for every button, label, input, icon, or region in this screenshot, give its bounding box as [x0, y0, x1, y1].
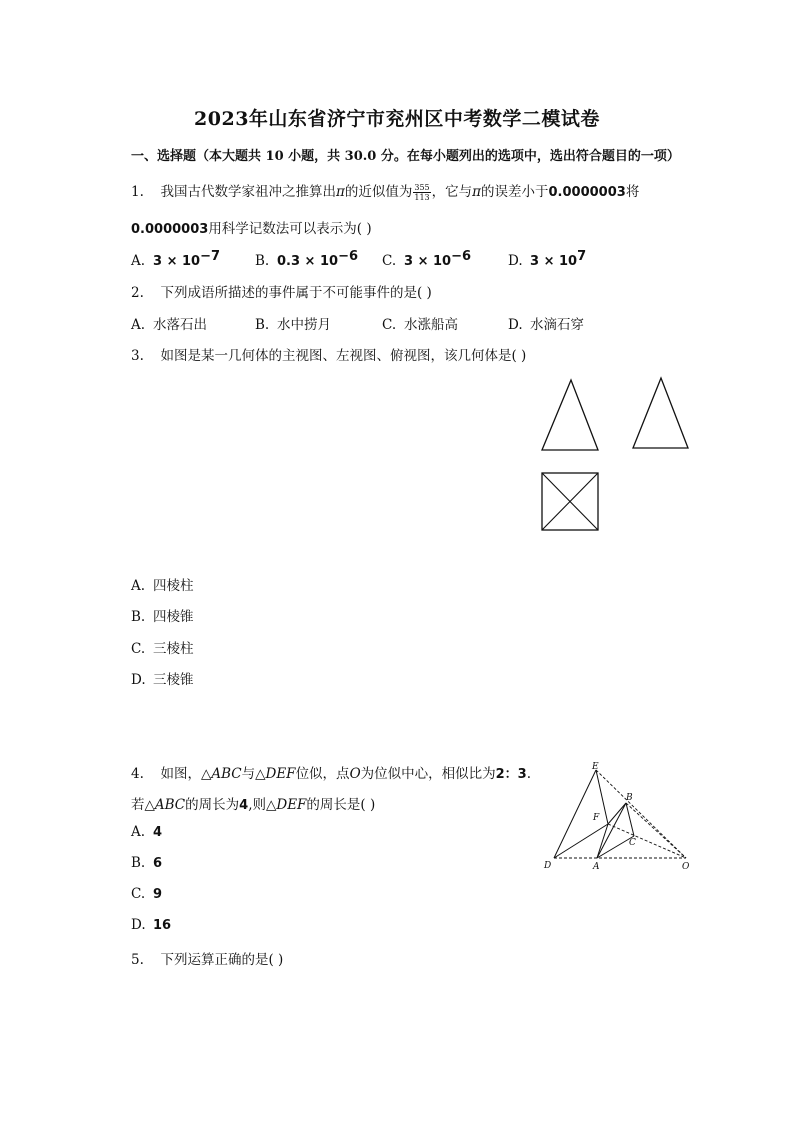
label-f: F: [593, 813, 600, 823]
label-o: O: [682, 862, 690, 872]
question-text: .: [526, 766, 532, 782]
option-label: D.: [508, 317, 523, 333]
option-b[interactable]: [255, 249, 358, 269]
option-exponent: −6: [451, 249, 472, 264]
option-d[interactable]: [131, 917, 171, 933]
option-text: 水中捞月: [277, 317, 331, 333]
option-text: 三棱柱: [153, 641, 194, 657]
option-text: 水落石出: [153, 317, 207, 333]
question-text: 若: [131, 797, 145, 813]
option-label: D.: [508, 253, 523, 269]
option-label: A.: [131, 824, 146, 840]
option-text: 四棱柱: [153, 578, 194, 594]
question-number: 4.: [131, 766, 144, 782]
option-a[interactable]: [131, 313, 207, 333]
option-label: D.: [131, 672, 146, 688]
label-e: E: [592, 762, 599, 772]
option-b[interactable]: [131, 605, 194, 625]
question-text: 我国古代数学家祖冲之推算出: [160, 184, 336, 200]
option-exponent: −7: [200, 249, 221, 264]
option-text: 9: [153, 887, 163, 902]
question-text: 将: [625, 184, 640, 200]
triangle-def: △DEF: [265, 797, 307, 813]
question-4-line-2: [131, 793, 375, 813]
segment-bc: [626, 803, 634, 836]
three-views-figure: [530, 370, 700, 540]
question-text: 的近似值为: [344, 184, 413, 200]
question-1-line-2: [131, 217, 372, 237]
option-c[interactable]: [382, 313, 458, 333]
triangle-def: △DEF: [255, 766, 296, 782]
option-label: B.: [255, 253, 270, 269]
pi-symbol: π: [335, 184, 345, 200]
option-label: C.: [382, 253, 397, 269]
question-text: 的周长为: [185, 797, 240, 813]
fraction: [413, 183, 430, 202]
fraction-denominator: 113: [414, 193, 430, 202]
label-a: A: [593, 862, 600, 872]
point-o: O: [349, 766, 361, 782]
option-value: 3 × 10: [153, 254, 201, 269]
option-label: C.: [131, 886, 146, 902]
option-d[interactable]: [508, 249, 586, 269]
question-number: 1.: [131, 184, 144, 200]
option-text: 16: [153, 918, 172, 933]
option-value: 3 × 10: [530, 254, 578, 269]
option-exponent: −6: [338, 249, 359, 264]
option-label: B.: [255, 317, 270, 333]
option-text: 水滴石穿: [530, 317, 584, 333]
question-1-line-1: [131, 180, 639, 202]
label-c: C: [629, 838, 636, 848]
page-title: 2023年山东省济宁市兖州区中考数学二模试卷: [194, 108, 600, 130]
question-text: 用科学记数法可以表示为( ): [208, 221, 372, 237]
question-text: ，它与: [431, 184, 473, 200]
label-d: D: [544, 861, 552, 871]
bold-value: 0.0000003: [131, 222, 209, 237]
question-text: 为位似中心，相似比为: [360, 766, 496, 782]
question-3: [131, 344, 526, 364]
section-heading: 一、选择题（本大题共 10 小题，共 30.0 分。在每小题列出的选项中，选出符合题目的一项）: [131, 149, 680, 164]
option-text: 水涨船高: [404, 317, 458, 333]
option-b[interactable]: [255, 313, 331, 333]
question-number: 3.: [131, 348, 144, 364]
question-text: ,则: [248, 797, 266, 813]
question-2: [131, 281, 432, 301]
question-5: [131, 948, 283, 968]
front-view-triangle: [542, 380, 598, 450]
question-text: 的周长是( ): [306, 797, 376, 813]
option-label: A.: [131, 317, 146, 333]
option-value: 3 × 10: [404, 254, 452, 269]
triangle-abc: △ABC: [144, 797, 186, 813]
perimeter-value: 4: [239, 798, 249, 813]
option-b[interactable]: [131, 855, 162, 871]
bold-value: 0.0000003: [548, 185, 626, 200]
question-number: 5.: [131, 952, 144, 968]
option-label: D.: [131, 917, 146, 933]
side-view-triangle: [633, 378, 688, 448]
option-text: 三棱锥: [153, 672, 194, 688]
question-number: 2.: [131, 285, 144, 301]
question-text: 如图是某一几何体的主视图、左视图、俯视图，该几何体是( ): [160, 348, 527, 364]
option-c[interactable]: [382, 249, 471, 269]
label-b: B: [626, 793, 633, 803]
similar-triangles-figure: [540, 762, 700, 877]
ratio-value: 2：3: [495, 767, 527, 782]
question-4-line-1: [131, 762, 531, 782]
question-text: 下列成语所描述的事件属于不可能事件的是( ): [160, 285, 432, 301]
option-a[interactable]: [131, 249, 220, 269]
option-label: B.: [131, 609, 146, 625]
question-text: 与: [241, 766, 256, 782]
question-text: 的误差小于: [481, 184, 549, 200]
pi-symbol: π: [472, 184, 482, 200]
question-text: 位似，点: [295, 766, 350, 782]
option-d[interactable]: [508, 313, 584, 333]
option-value: 0.3 × 10: [277, 254, 339, 269]
option-label: A.: [131, 578, 146, 594]
option-exponent: 7: [577, 249, 587, 264]
option-c[interactable]: [131, 886, 162, 902]
triangle-abc: △ABC: [200, 766, 242, 782]
option-text: 4: [153, 825, 163, 840]
option-label: C.: [382, 317, 397, 333]
option-d[interactable]: [131, 668, 194, 688]
fraction-numerator: 355: [414, 183, 430, 192]
option-label: C.: [131, 641, 146, 657]
option-label: A.: [131, 253, 146, 269]
ray-fo: [608, 824, 686, 858]
option-a[interactable]: [131, 574, 194, 594]
ray-bo: [626, 803, 686, 858]
option-a[interactable]: [131, 824, 162, 840]
question-text: 下列运算正确的是( ): [160, 952, 284, 968]
ray-eo: [596, 770, 686, 858]
option-label: B.: [131, 855, 146, 871]
question-text: 如图，: [160, 766, 201, 782]
option-text: 6: [153, 856, 163, 871]
option-c[interactable]: [131, 637, 194, 657]
option-text: 四棱锥: [153, 609, 194, 625]
